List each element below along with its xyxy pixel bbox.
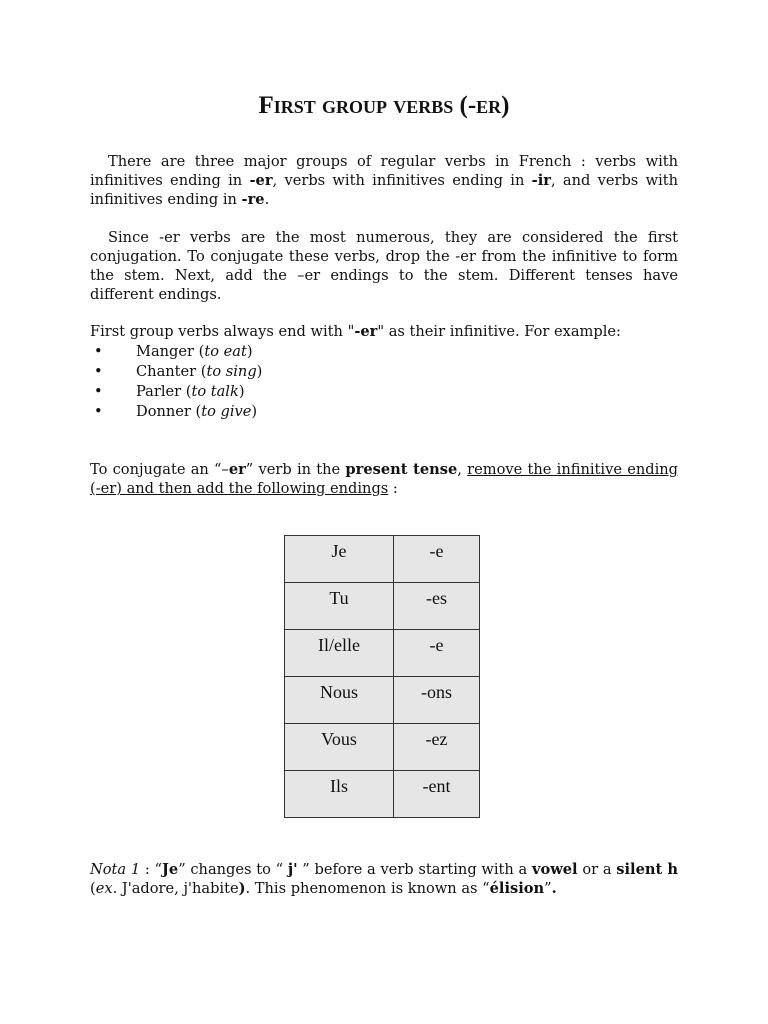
table-row xyxy=(285,771,480,818)
bold-text: -er xyxy=(354,323,378,340)
intro-paragraph xyxy=(90,152,678,209)
endings-table xyxy=(284,535,480,818)
bold-text: -re xyxy=(241,191,265,208)
text-run: : “ xyxy=(140,861,162,878)
underlined-text: remove the infinitive ending (-er) and then add the following endings xyxy=(90,461,678,497)
bold-text: Je xyxy=(161,861,179,878)
bold-text: present tense xyxy=(345,461,458,478)
list-item xyxy=(90,382,678,402)
verb-meaning: to give xyxy=(201,403,252,420)
list-item xyxy=(90,362,678,382)
text-run: , verbs with infinitives ending in xyxy=(272,172,532,189)
text-run: ” before a verb starting with a xyxy=(297,861,532,878)
verb-meaning: to sing xyxy=(206,363,257,380)
ending-cell: -e xyxy=(394,630,480,677)
ending-cell: -ent xyxy=(394,771,480,818)
ending-cell: -e xyxy=(394,536,480,583)
text-run: ) xyxy=(256,363,263,380)
text-run: To conjugate an “– xyxy=(90,461,229,478)
bold-text: j' xyxy=(287,861,298,878)
verb: Chanter ( xyxy=(136,363,207,380)
pronoun-cell: Il/elle xyxy=(285,630,394,677)
text-run: There are three major groups of regular verbs in French : verbs with infinitives ending in xyxy=(90,153,678,189)
text-run: . J'adore, j'habite xyxy=(112,880,239,897)
text-run: : xyxy=(388,480,398,497)
text-run: ” verb in the xyxy=(245,461,346,478)
pronoun-cell: Tu xyxy=(285,583,394,630)
example-list xyxy=(90,342,678,422)
ending-cell: -ons xyxy=(394,677,480,724)
pronoun-cell: Ils xyxy=(285,771,394,818)
pronoun-cell: Je xyxy=(285,536,394,583)
example-intro xyxy=(90,322,678,341)
ending-cell: -es xyxy=(394,583,480,630)
bullet-icon: • xyxy=(94,403,103,420)
text-run: " as their infinitive. For example: xyxy=(377,323,621,340)
text-run: ( xyxy=(90,880,96,897)
text-run: ) xyxy=(246,343,253,360)
verb-meaning: to eat xyxy=(204,343,247,360)
pronoun-cell: Vous xyxy=(285,724,394,771)
pronoun-cell: Nous xyxy=(285,677,394,724)
list-item xyxy=(90,402,678,422)
table-row xyxy=(285,724,480,771)
bold-text: élision xyxy=(489,880,545,897)
text-run: . This phenomenon is known as “ xyxy=(245,880,490,897)
text-run: , xyxy=(457,461,468,478)
table-row xyxy=(285,583,480,630)
ending-cell: -ez xyxy=(394,724,480,771)
table-row xyxy=(285,677,480,724)
conjugation-paragraph: Since -er verbs are the most numerous, they are considered the first conjugation. To conjugate these verbs, drop the -er from the infinitive to form the stem. Next, add the –er endings to the stem. Different tenses have different endings. xyxy=(90,229,678,303)
bullet-icon: • xyxy=(94,383,103,400)
bold-text: vowel xyxy=(532,861,578,878)
table-row xyxy=(285,630,480,677)
page-title: First group verbs (-er) xyxy=(258,92,510,119)
note-paragraph xyxy=(90,860,678,898)
bullet-icon: • xyxy=(94,363,103,380)
text-run: ” xyxy=(544,880,552,897)
text-run: ” changes to “ xyxy=(178,861,288,878)
text-run: . xyxy=(264,191,270,208)
present-tense-instruction xyxy=(90,460,678,498)
bold-text: . xyxy=(551,880,557,897)
bold-text: er xyxy=(228,461,246,478)
text-run: First group verbs always end with " xyxy=(90,323,355,340)
bold-text: -er xyxy=(249,172,273,189)
verb: Manger ( xyxy=(136,343,205,360)
bold-text: ) xyxy=(238,880,246,897)
bold-text: silent h xyxy=(616,861,678,878)
text-run: ) xyxy=(251,403,258,420)
note-label: Nota 1 xyxy=(90,861,141,878)
text-run: ) xyxy=(238,383,245,400)
table-row xyxy=(285,536,480,583)
text-run: , and verbs with infinitives ending in xyxy=(90,172,678,208)
italic-text: ex xyxy=(95,880,113,897)
list-item xyxy=(90,342,678,362)
bullet-icon: • xyxy=(94,343,103,360)
verb: Donner ( xyxy=(136,403,202,420)
verb-meaning: to talk xyxy=(191,383,239,400)
verb: Parler ( xyxy=(136,383,192,400)
bold-text: -ir xyxy=(531,172,551,189)
text-run: or a xyxy=(577,861,617,878)
